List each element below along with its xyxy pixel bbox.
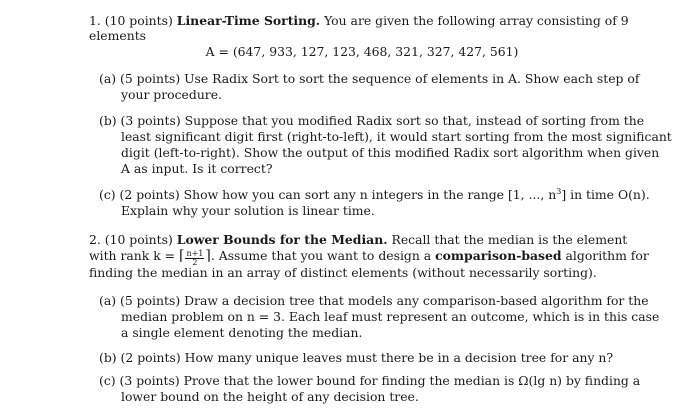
- p2-intro-2-mid: . Assume that you want to design a: [210, 248, 432, 263]
- p2-intro-2-post: algorithm for: [565, 248, 649, 263]
- p1b-line3: digit (left-to-right). Show the output of this modified Radix sort algorithm when given: [121, 145, 660, 160]
- p2-intro-1: Recall that the median is the element: [391, 232, 628, 247]
- p1b-line4: A as input. Is it correct?: [121, 161, 273, 176]
- rank-numerator: n+1: [186, 249, 204, 258]
- p2-number: 2. (10 points): [89, 232, 173, 247]
- p2b-line1: (b) (2 points) How many unique leaves must there be in a decision tree for any n?: [99, 350, 614, 365]
- p1-header-line: [89, 13, 629, 29]
- p1b-line1: (b) (3 points) Suppose that you modified Radix sort so that, instead of sorting from the: [99, 113, 645, 128]
- p1-title: Linear-Time Sorting.: [176, 13, 321, 28]
- p1-intro-1: You are given the following array consisting of 9: [324, 13, 629, 28]
- ceil-left: ⌈: [178, 248, 185, 264]
- rank-denominator: 2: [192, 258, 198, 267]
- p2-intro-2-pre: with rank k =: [89, 248, 179, 263]
- p1b-line2: least significant digit first (right-to-left), it would start sorting from the most significant: [121, 129, 672, 144]
- p1a-line2: your procedure.: [121, 87, 222, 102]
- p1c-line1: [99, 187, 650, 203]
- p2-title: Lower Bounds for the Median.: [176, 232, 388, 247]
- p1c-exponent: 3: [556, 186, 562, 196]
- p2c-line2: lower bound on the height of any decision tree.: [121, 389, 419, 404]
- p1a-line1: (a) (5 points) Use Radix Sort to sort the sequence of elements in A. Show each step of: [99, 71, 640, 86]
- p2a-line2: median problem on n = 3. Each leaf must represent an outcome, which is in this case: [121, 309, 660, 324]
- p1-number: 1. (10 points): [89, 13, 173, 28]
- ceil-right: ⌉: [205, 248, 211, 264]
- p2c-line1: (c) (3 points) Prove that the lower bound for finding the median is Ω(lg n) by finding a: [99, 373, 641, 388]
- p2a-line1: (a) (5 points) Draw a decision tree that models any comparison-based algorithm for the: [99, 293, 649, 308]
- p1c-line2: Explain why your solution is linear time.: [121, 203, 375, 218]
- p1-array-equation: A = (647, 933, 127, 123, 468, 321, 327, 427, 561): [205, 44, 519, 59]
- p2-header-line: [89, 232, 627, 248]
- p2-intro-3: finding the median in an array of distinct elements (without necessarily sorting).: [89, 265, 597, 280]
- p2a-line3: a single element denoting the median.: [121, 325, 363, 340]
- p1-intro-2: elements: [89, 28, 147, 43]
- p2-intro-2-bold: comparison-based: [435, 248, 562, 263]
- p1c-line1-post: ] in time O(n).: [561, 187, 650, 202]
- p1c-line1-pre: (c) (2 points) Show how you can sort any n integers in the range [1, ..., n: [99, 187, 557, 202]
